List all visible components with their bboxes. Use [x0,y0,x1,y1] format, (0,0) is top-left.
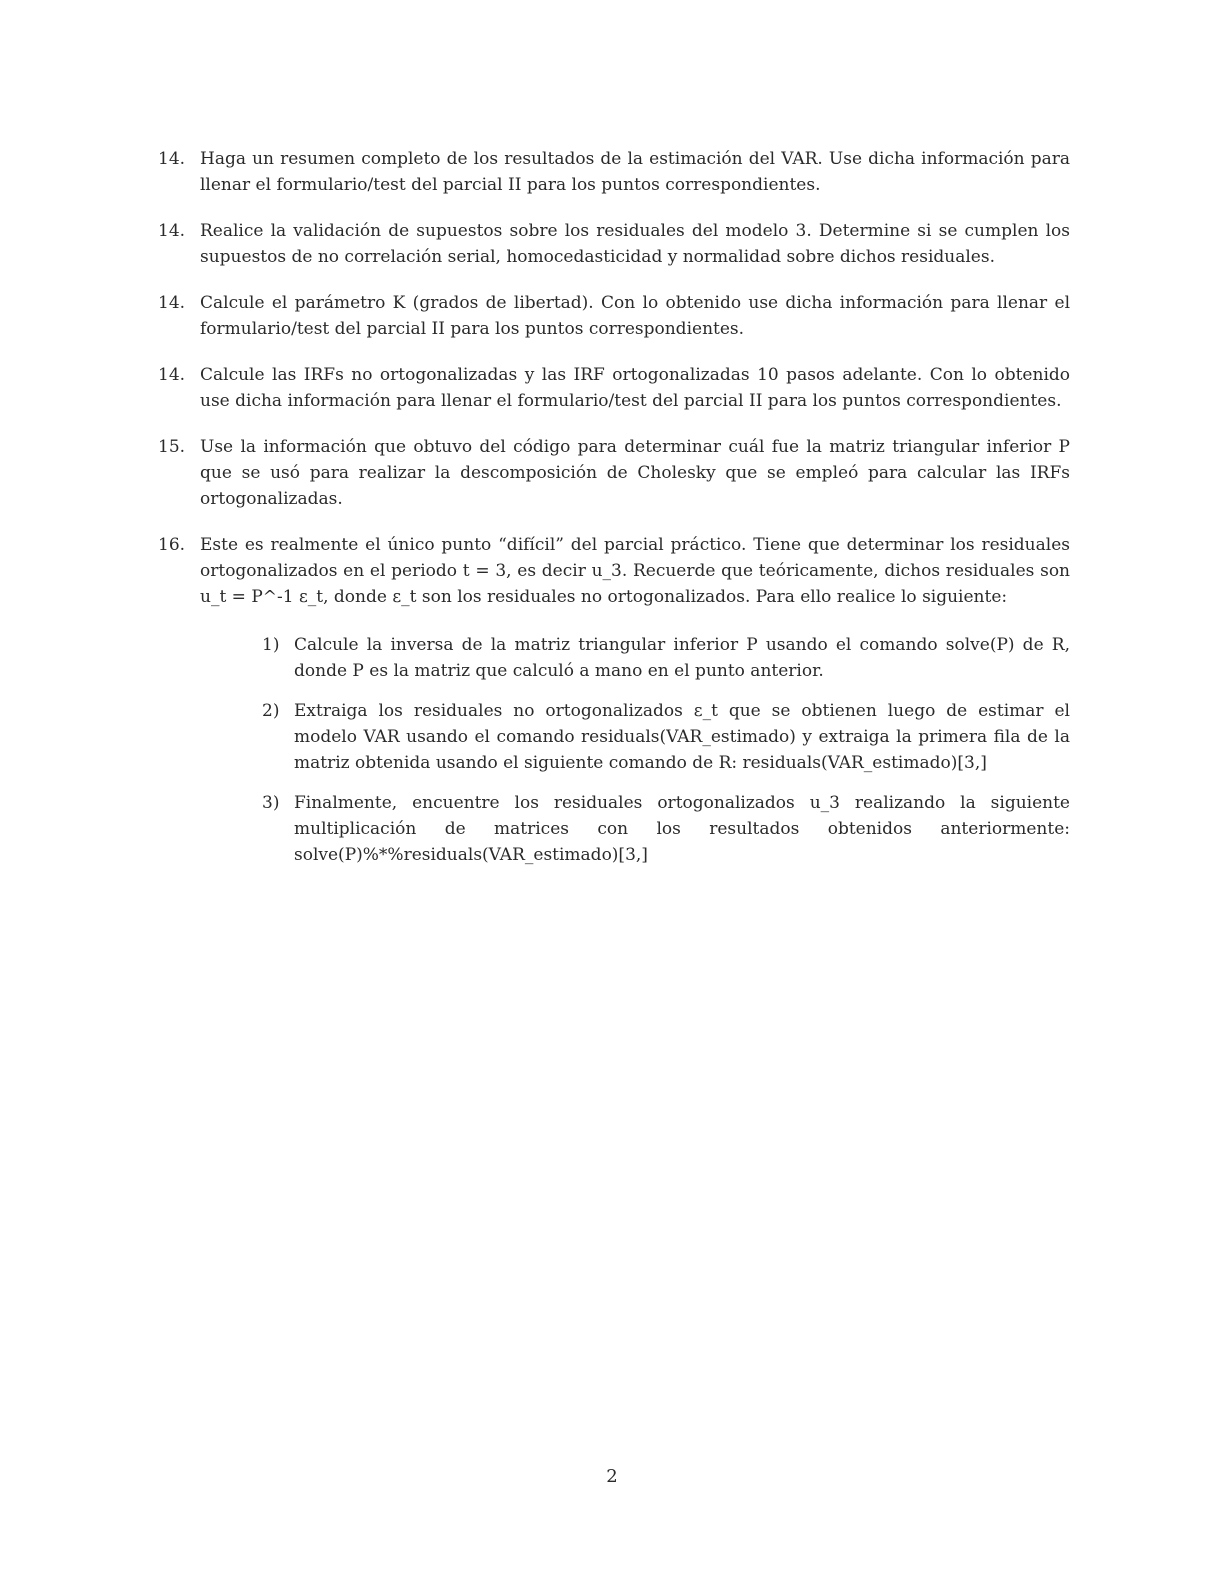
item-text: Calcule el parámetro K (grados de libertad). Con lo obtenido use dicha información para llenar el formulario/test del parcial II para los puntos correspondientes. [200,293,1070,339]
list-item [158,146,1070,198]
sub-step [262,790,1070,868]
sub-step [262,698,1070,776]
sub-step-list [262,632,1070,868]
item-text: Este es realmente el único punto “difícil” del parcial práctico. Tiene que determinar los residuales ortogonalizados en el periodo t = 3, es decir u_3. Recuerde que teóricamente, dichos residuales son u_t = P^-1 ε_t, donde ε_t son los residuales no ortogonalizados. Para ello realice lo siguiente: [200,535,1070,607]
sub-step-text: Calcule la inversa de la matriz triangular inferior P usando el comando solve(P) de R, donde P es la matriz que calculó a mano en el punto anterior. [294,635,1070,681]
item-number: 14. [158,149,186,169]
list-item [158,434,1070,512]
item-text: Realice la validación de supuestos sobre los residuales del modelo 3. Determine si se cumplen los supuestos de no correlación serial, homocedasticidad y normalidad sobre dichos residuales. [200,221,1070,267]
item-text: Calcule las IRFs no ortogonalizadas y las IRF ortogonalizadas 10 pasos adelante. Con lo obtenido use dicha información para llenar el formulario/test del parcial II para los puntos correspondientes. [200,365,1070,411]
item-number: 14. [158,221,186,241]
item-number: 16. [158,535,186,555]
list-item [158,362,1070,414]
item-number: 15. [158,437,186,457]
sub-step-text: Finalmente, encuentre los residuales ortogonalizados u_3 realizando la siguiente multiplicación de matrices con los resultados obtenidos anteriormente: solve(P)%*%residuals(VAR_estimado)[3,] [294,793,1070,865]
sub-step-number: 1) [262,635,280,655]
sub-step-number: 2) [262,701,280,721]
item-number: 14. [158,293,186,313]
sub-step [262,632,1070,684]
page-number: 2 [606,1466,618,1487]
list-item [158,532,1070,882]
item-number: 14. [158,365,186,385]
item-text: Haga un resumen completo de los resultados de la estimación del VAR. Use dicha información para llenar el formulario/test del parcial II para los puntos correspondientes. [200,149,1070,195]
sub-step-number: 3) [262,793,280,813]
list-item [158,218,1070,270]
exercise-list [158,146,1070,902]
sub-step-text: Extraiga los residuales no ortogonalizados ε_t que se obtienen luego de estimar el modelo VAR usando el comando residuals(VAR_estimado) y extraiga la primera fila de la matriz obtenida usando el siguiente comando de R: residuals(VAR_estimado)[3,] [294,701,1070,773]
list-item [158,290,1070,342]
item-body [200,532,1070,882]
item-text: Use la información que obtuvo del código para determinar cuál fue la matriz triangular inferior P que se usó para realizar la descomposición de Cholesky que se empleó para calcular las IRFs ortogonalizadas. [200,437,1070,509]
